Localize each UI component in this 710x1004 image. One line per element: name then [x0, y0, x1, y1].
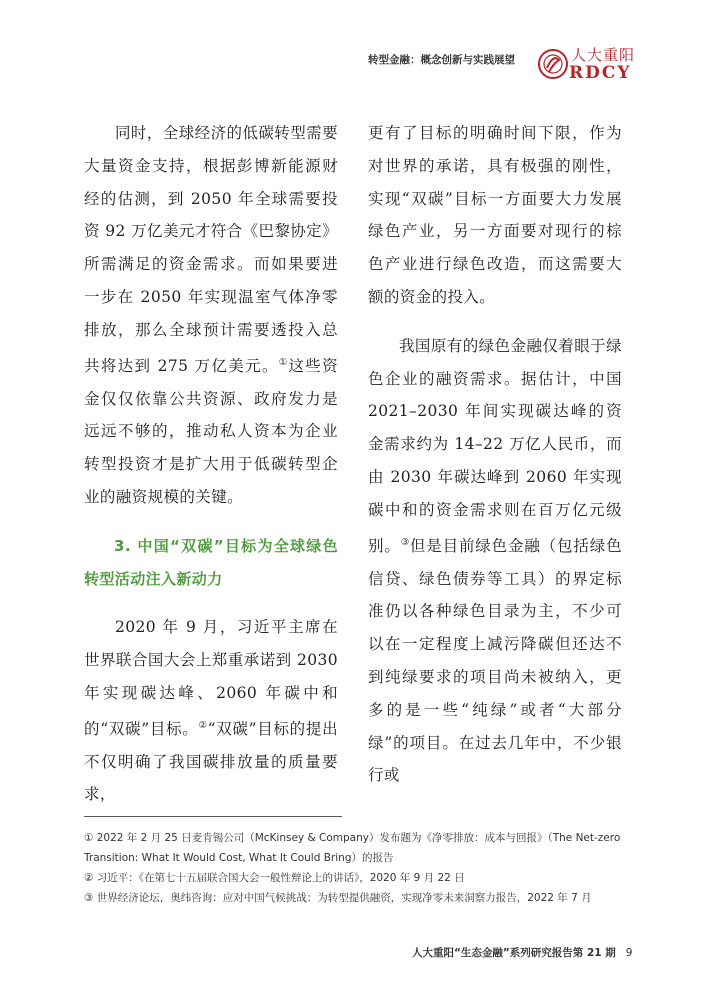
footnote-divider: [84, 816, 342, 817]
left-column: [84, 117, 338, 811]
right-paragraph-2: 我国原有的绿色金融仅着眼于绿色企业的融资需求。据估计，中国 2021–2030 年间实现碳达峰的资金需求约为 14–22 万亿人民币，而由 2030 年碳达峰到 2060 年实现碳中和的资金需求则在百万亿元级别。③但是目前绿色金融（包括绿色信贷、绿色债券等工具）的界定标准仍以各种绿色目录为主，不少可以在一定程度上减污降碳但还达不到纯绿要求的项目尚未被纳入，更多的是一些“纯绿”或者“大部分绿”的项目。在过去几年中，不少银行或: [368, 336, 622, 785]
section-heading: 3. 中国“双碳”目标为全球绿色转型活动注入新动力: [84, 536, 338, 588]
footer-series-title: 人大重阳“生态金融”系列研究报告第 21 期: [412, 947, 616, 959]
page-number: 9: [625, 947, 633, 959]
left-paragraph-2: 2020 年 9 月，习近平主席在世界联合国大会上郑重承诺到 2030 年实现碳达峰、2060 年碳中和的“双碳”目标。②“双碳”目标的提出不仅明确了我国碳排放量的质量要求，: [84, 618, 338, 804]
logo-chinese-text: 人大重阳: [571, 46, 636, 64]
right-paragraph-1: 更有了目标的明确时间下限，作为对世界的承诺，具有极强的刚性，实现“双碳”目标一方面要大力发展绿色产业，另一方面要对现行的棕色产业进行绿色改造，而这需要大额的资金的投入。: [368, 124, 622, 306]
footnotes: [84, 828, 628, 908]
footnote-ref-1: ①: [278, 356, 289, 368]
footnote-ref-3: ③: [400, 536, 410, 548]
footnote-2: ② 习近平：《在第七十五届联合国大会一般性辩论上的讲话》，2020 年 9 月 22 日: [84, 872, 465, 884]
seal-icon: [537, 46, 569, 82]
footnote-1: ① 2022 年 2 月 25 日麦肯锡公司（McKinsey & Company）发布题为《净零排放：成本与回报》（The Net-zero Transition: What It Would Cost, What It Could Bring）的报告: [84, 832, 621, 864]
rdcy-logo: [537, 42, 637, 90]
page-footer: [412, 945, 633, 960]
running-header-title: 转型金融：概念创新与实践展望: [368, 54, 515, 66]
left-paragraph-1: 同时，全球经济的低碳转型需要大量资金支持，根据彭博新能源财经的估测，到 2050 年全球需要投资 92 万亿美元才符合《巴黎协定》所需满足的资金需求。而如果要进一步在 2050 年实现温室气体净零排放，那么全球预计需要透投入总共将达到 275 万亿美元。①这些资金仅仅依靠公共资源、政府发力是远远不够的，推动私人资本为企业转型投资才是扩大用于低碳转型企业的融资规模的关键。: [84, 124, 338, 506]
logo-english-text: RDCY: [569, 63, 632, 83]
footnote-ref-2: ②: [198, 719, 208, 731]
right-column: [368, 117, 622, 792]
footnote-3: ③ 世界经济论坛，奥纬咨询：应对中国气候挑战：为转型提供融资，实现净零未来洞察力报告，2022 年 7 月: [84, 892, 592, 904]
